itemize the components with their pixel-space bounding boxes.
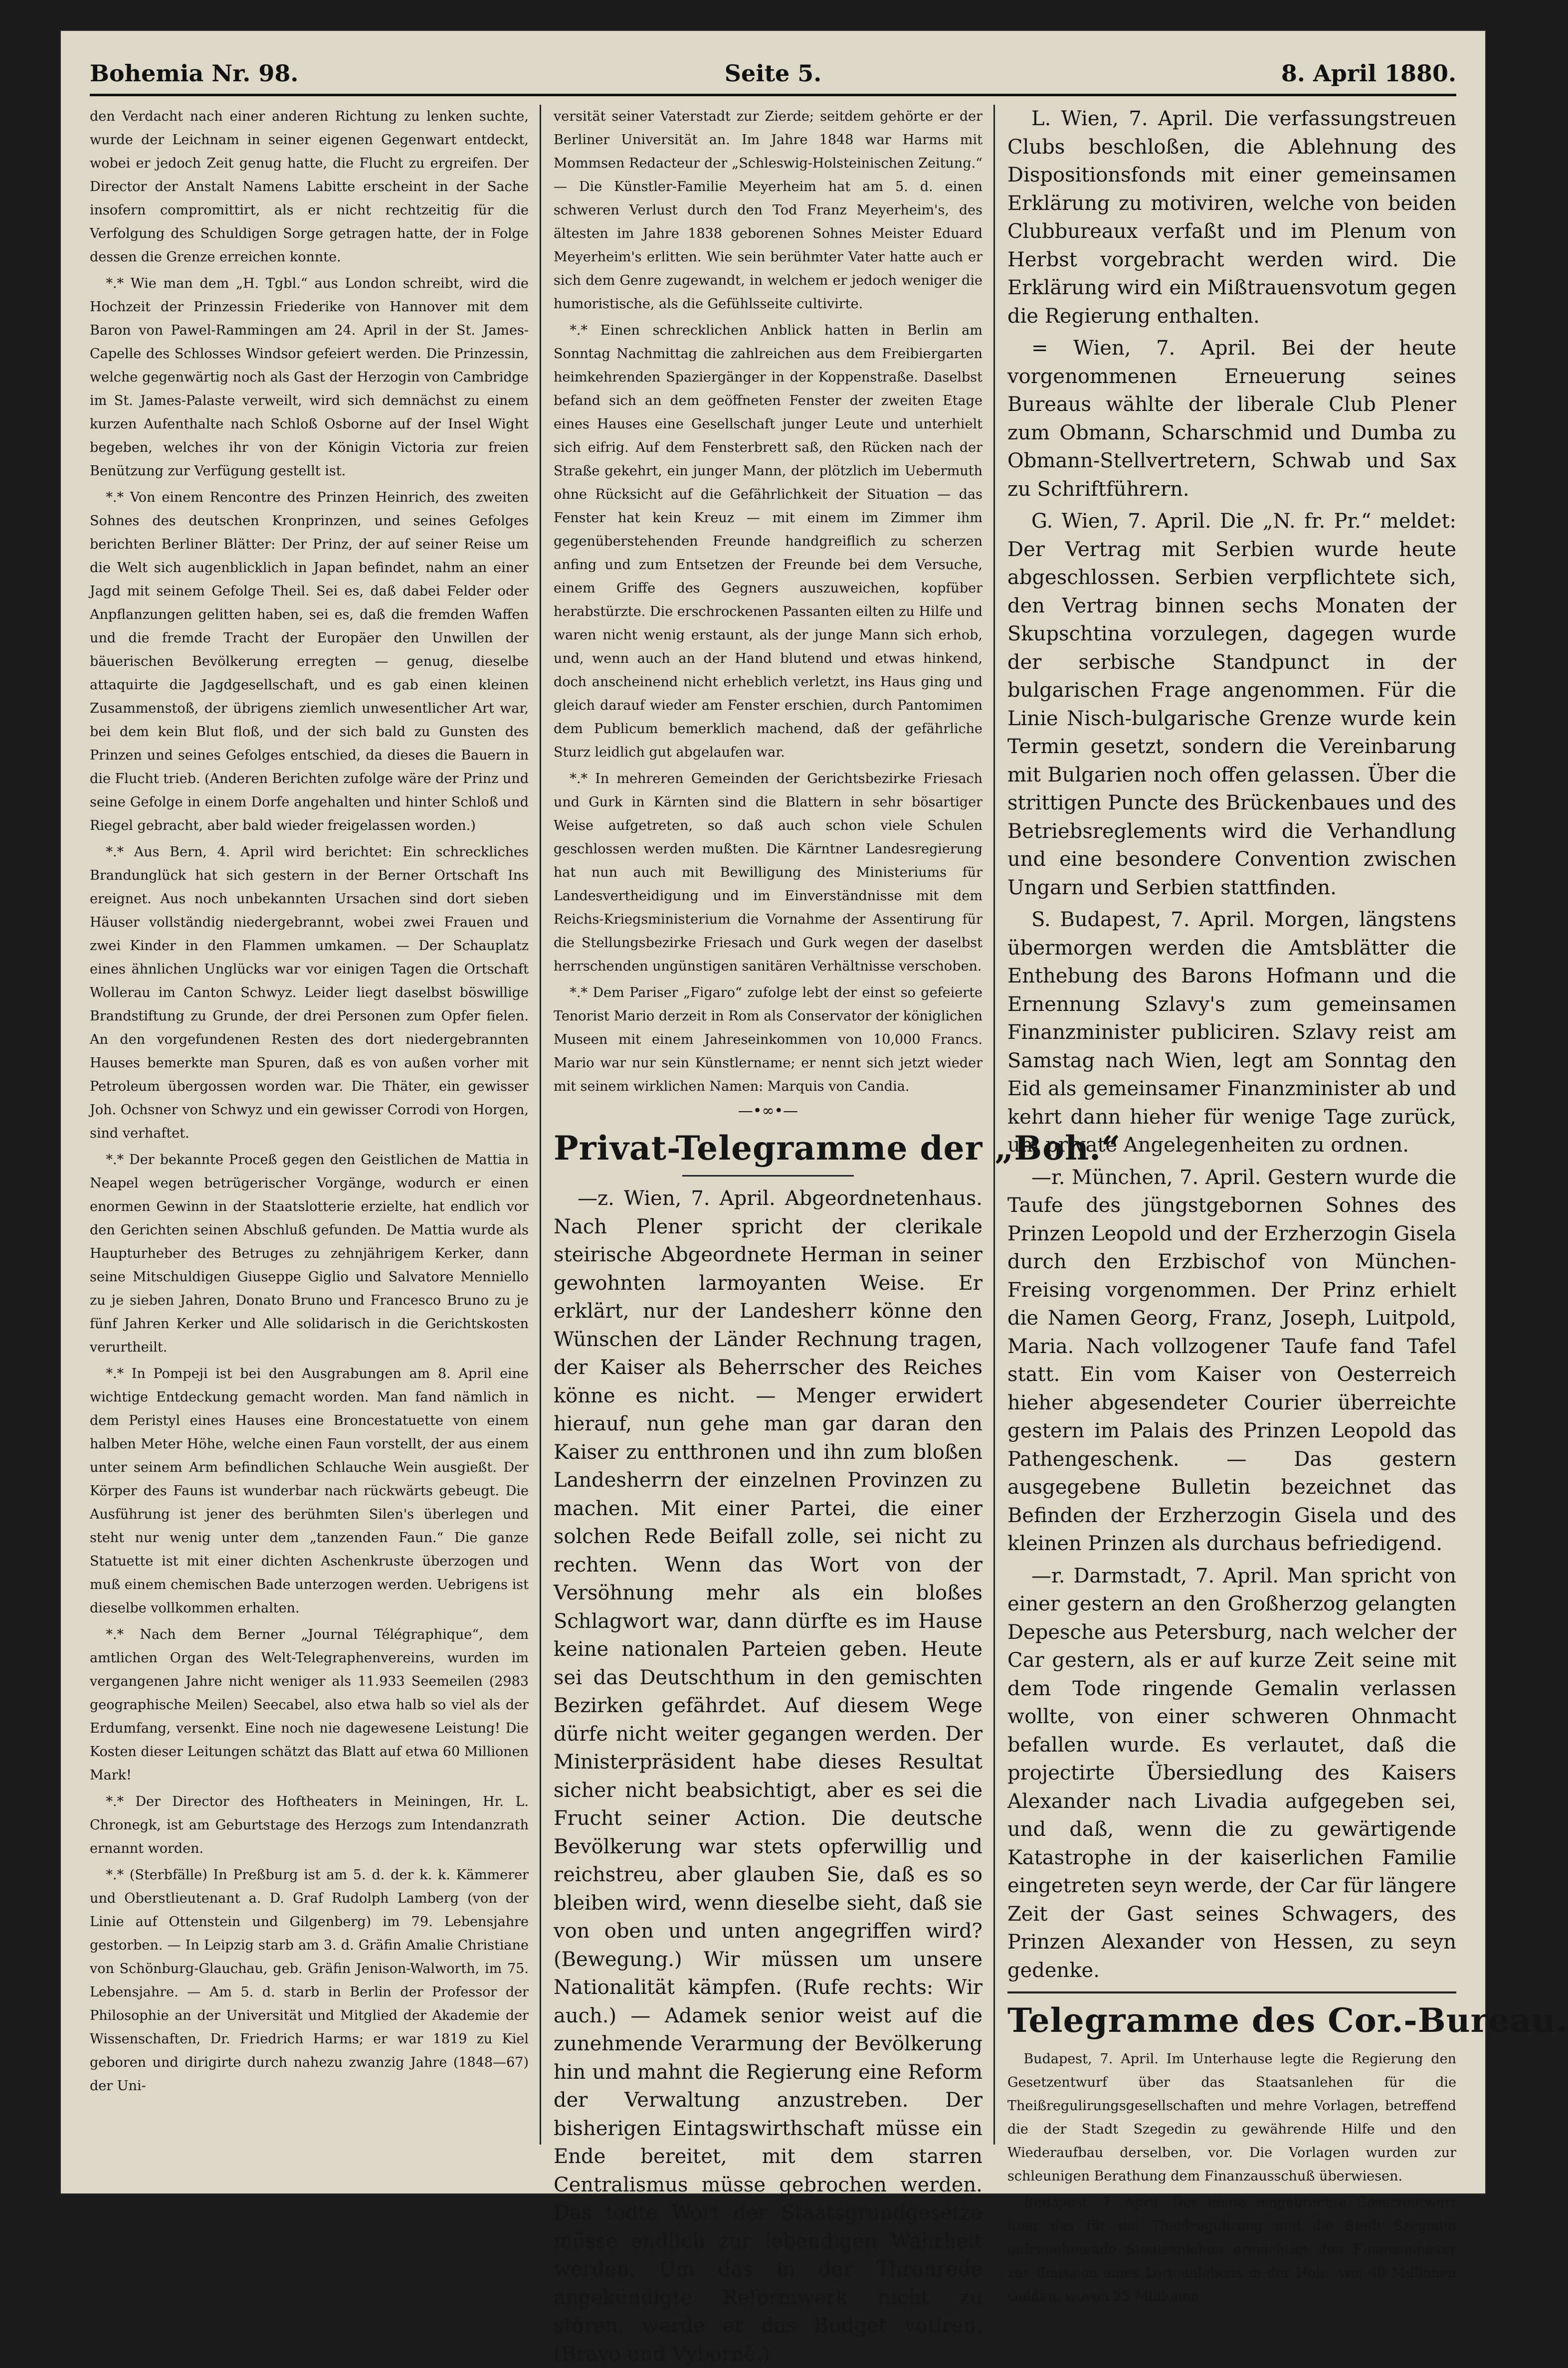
page-header (90, 50, 1456, 95)
article-paragraph: *.* Dem Pariser „Figaro“ zufolge lebt der einst so gefeierte Tenorist Mario derzeit in Rom als Conservator der königlichen Museen mit einem Jahreseinkommen von 10,000 Francs. Mario war nur sein Künstlername; er nennt sich jetzt wieder mit seinem wirklichen Namen: Marquis von Candia. (554, 985, 982, 1094)
article-paragraph: versität seiner Vaterstadt zur Zierde; seitdem gehörte er der Berliner Universität an. Im Jahre 1848 war Harms mit Mommsen Redacteur der „Schleswig-Holsteinischen Zeitung.“ — Die Künstler-Familie Meyerheim hat am 5. d. einen schweren Verlust durch den Tod Franz Meyerheim's, des ältesten im Jahre 1838 geborenen Sohnes Meister Eduard Meyerheim's erlitten. Wie sein berühmter Vater hatte auch er sich dem Genre zugewandt, in welchem er jedoch weniger die humoristische, als die Gefühlsseite cultivirte. (554, 109, 982, 312)
section-rule (1007, 1991, 1456, 1993)
article-paragraph: *.* Nach dem Berner „Journal Télégraphique“, dem amtlichen Organ des Welt-Telegraphenvereins, wurden im vergangenen Jahre nicht weniger als 11.933 Seemeilen (2983 geographische Meilen) Seecabel, also etwa halb so viel als der Erdumfang, versenkt. Eine noch nie dagewesene Leistung! Die Kosten dieser Leitungen schätzt das Blatt auf etwa 60 Millionen Mark! (90, 1627, 529, 1783)
article-paragraph: den Verdacht nach einer anderen Richtung zu lenken suchte, wurde der Leichnam in seiner eigenen Gegenwart entdeckt, wobei er jedoch Zeit genug hatte, die Flucht zu ergreifen. Der Director der Anstalt Namens Labitte erscheint in der Sache insofern compromittirt, als er nicht rechtzeitig für die Verfolgung des Schuldigen Sorge getragen hatte, der in Folge dessen die Grenze erreichen konnte. (90, 109, 529, 265)
telegram-paragraph: = Wien, 7. April. Bei der heute vorgenommenen Erneuerung seines Bureaus wählte der liberale Club Plener zum Obmann, Scharschmid und Dumba zu Obmann-Stellvertretern, Schwab und Sax zu Schriftführern. (1007, 337, 1456, 501)
article-paragraph: *.* In mehreren Gemeinden der Gerichtsbezirke Friesach und Gurk in Kärnten sind die Blattern in sehr bösartiger Weise aufgetreten, so daß auch schon viele Schulen geschlossen werden mußten. Die Kärntner Landesregierung hat nun auch mit Bewilligung des Ministeriums für Landesvertheidigung und im Einverständnisse mit dem Reichs-Kriegsministerium die Vornahme der Assentirung für die Stellungsbezirke Friesach und Gurk wegen der daselbst herrschenden ungünstigen sanitären Verhältnisse verschoben. (554, 771, 982, 974)
article-paragraph: *.* Von einem Rencontre des Prinzen Heinrich, des zweiten Sohnes des deutschen Kronprinzen, und seines Gefolges berichten Berliner Blätter: Der Prinz, der auf seiner Reise um die Welt sich augenblicklich in Japan befindet, nahm an einer Jagd mit seinem Gefolge Theil. Sei es, daß dabei Felder oder Anpflanzungen gelitten haben, sei es, daß die fremden Waffen und die fremde Tracht der Europäer den Unwillen der bäuerischen Bevölkerung erregten — genug, dieselbe attaquirte die Jagdgesellschaft, und es gab einen kleinen Zusammenstoß, der übrigens ziemlich unwesentlicher Art war, bei dem kein Blut floß, und der sich bald zu Gunsten des Prinzen und seines Gefolges entschied, da dieses die Bauern in die Flucht trieb. (Anderen Berichten zufolge wäre der Prinz und seine Gefolge in einem Dorfe angehalten und hinter Schloß und Riegel gebracht, aber bald wieder freigelassen worden.) (90, 490, 529, 833)
column-2 (554, 105, 1121, 2366)
article-paragraph: *.* (Sterbfälle) In Preßburg ist am 5. d. der k. k. Kämmerer und Oberstlieutenant a. D. Graf Rudolph Lamberg (von der Linie auf Ottenstein und Gilgenberg) im 79. Lebensjahre gestorben. — In Leipzig starb am 3. d. Gräfin Amalie Christiane von Schönburg-Glauchau, geb. Gräfin Jenison-Walworth, im 75. Lebensjahre. — Am 5. d. starb in Berlin der Professor der Philosophie an der Universität und Mitglied der Akademie der Wissenschaften, Dr. Friedrich Harms; er war 1819 zu Kiel geboren und dirigirte durch nahezu zwanzig Jahre (1848—67) der Uni- (90, 1867, 529, 2094)
telegram-paragraph: L. Wien, 7. April. Die verfassungstreuen Clubs beschloßen, die Ablehnung des Dispositionsfonds mit einer gemeinsamen Erklärung zu motiviren, welche von beiden Clubbureaux verfaßt und im Plenum von Herbst vorgebracht werden wird. Die Erklärung wird ein Mißtrauensvotum gegen die Regierung enthalten. (1007, 107, 1456, 328)
telegram-paragraph: —r. Darmstadt, 7. April. Man spricht von einer gestern an den Großherzog gelangten Depesche aus Petersburg, nach welcher der Car gestern, als er auf kurze Zeit seine mit dem Tode ringende Gemalin verlassen wollte, von einer schweren Ohnmacht befallen wurde. Es verlautet, daß die projectirte Übersiedlung des Kaisers Alexander nach Livadia aufgegeben sei, und daß, wenn die zu gewärtigende Katastrophe in der kaiserlichen Familie eingetreten seyn werde, der Car für längere Zeit der Gast seines Schwagers, des Prinzen Alexander von Hessen, zu seyn gedenke. (1007, 1564, 1456, 1982)
column-divider-1 (540, 105, 541, 2145)
section-rule (682, 1175, 854, 1177)
article-paragraph: *.* Der bekannte Proceß gegen den Geistlichen de Mattia in Neapel wegen betrügerischer Vorgänge, wodurch er einen enormen Gewinn in der Staatslotterie erzielte, hat endlich vor den Gerichten seinen Abschluß gefunden. De Mattia wurde als Haupturheber des Betruges zu zehnjährigem Kerker, dann seine Mitschuldigen Giuseppe Giglio und Salvatore Menniello zu je sieben Jahren, Donato Bruno und Francesco Bruno zu je fünf Jahren Kerker und Alle solidarisch in die Gerichtskosten verurtheilt. (90, 1152, 529, 1355)
masthead-issue: Bohemia Nr. 98. (90, 60, 299, 87)
article-paragraph: Budapest, 7. April. Im Unterhause legte die Regierung den Gesetzentwurf über das Staatsanlehen für die Theißregulirungsgesellschaften und mehre Vorlagen, betreffend die der Stadt Szegedin zu gewährende Hilfe und den Wiederaufbau derselben, vor. Die Vorlagen wurden zur schleunigen Berathung dem Finanzausschuß überwiesen. (1007, 2051, 1456, 2184)
column-1 (90, 105, 529, 2145)
newspaper-page (60, 30, 1568, 2366)
ornament-divider: —•∞•— (738, 1102, 798, 1120)
article-paragraph: *.* In Pompeji ist bei den Ausgrabungen am 8. April eine wichtige Entdeckung gemacht worden. Man fand nämlich in dem Peristyl eines Hauses eine Broncestatuette von einem halben Meter Höhe, welche einen Faun vorstellt, der aus einem unter seinem Arm befindlichen Schlauche Wein ausgießt. Der Körper des Fauns ist wunderbar nach rückwärts gebeugt. Die Ausführung ist jener des berühmten Silen's überlegen und steht nur wenig unter dem „tanzenden Faun.“ Die ganze Statuette ist mit einer dichten Aschenkruste überzogen und muß einem chemischen Bade unterzogen werden. Uebrigens ist dieselbe vollkommen erhalten. (90, 1366, 529, 1616)
column-divider-2 (993, 105, 995, 2145)
telegram-paragraph: S. Budapest, 7. April. Morgen, längstens übermorgen werden die Amtsblätter die Enthebung des Barons Hofmann und die Ernennung Szlavy's zum gemeinsamen Finanzminister publiciren. Szlavy reist am Samstag nach Wien, legt am Sonntag den Eid als gemeinsamer Finanzminister ab und kehrt dann hieher für wenige Tage zurück, um private Angelegenheiten zu ordnen. (1007, 908, 1456, 1157)
column-3 (1007, 105, 1568, 2304)
article-paragraph: Budapest, 7. April. Der heute eingebrachte Gesetzentwurf über das für die Theißregulirung und die Stadt Szegedin aufzunehmende Staatsanlehen ermächtigt den Finanzminister zur Emission eines Lottoanlehens in der Höhe von 40 Millionen Gulden, wovon 25 Millionen (1007, 2195, 1456, 2304)
telegram-paragraph: —r. München, 7. April. Gestern wurde die Taufe des jüngstgebornen Sohnes des Prinzen Leopold und der Erzherzogin Gisela durch den Erzbischof von München-Freising vorgenommen. Der Prinz erhielt die Namen Georg, Franz, Joseph, Luitpold, Maria. Nach vollzogener Taufe fand Tafel statt. Ein vom Kaiser von Oesterreich hieher abgesendeter Courier überreichte gestern im Palais des Prinzen Leopold das Pathengeschenk. — Das gestern ausgegebene Bulletin bezeichnet das Befinden der Erzherzogin Gisela und des kleinen Prinzen als durchaus befriedigend. (1007, 1166, 1456, 1555)
section-heading-cor-bureau: Telegramme des Cor.-Bureau. (1007, 2001, 1568, 2040)
issue-date: 8. April 1880. (1281, 60, 1456, 87)
article-paragraph: *.* Aus Bern, 4. April wird berichtet: Ein schreckliches Brandunglück hat sich gestern in der Berner Ortschaft Ins ereignet. Aus noch unbekannten Ursachen sind dort sieben Häuser vollständig niedergebrannt, wobei zwei Frauen und zwei Kinder in den Flammen umkamen. — Der Schauplatz eines ähnlichen Unglücks war vor einigen Tagen die Ortschaft Wollerau im Canton Schwyz. Leider liegt daselbst böswillige Brandstiftung zu Grunde, der drei Personen zum Opfer fielen. An den vorgefundenen Resten des dort niedergebrannten Hauses bemerkte man Spuren, daß es von außen vorher mit Petroleum übergossen worden war. Die Thäter, ein gewisser Joh. Ochsner von Schwyz und ein gewisser Corrodi von Horgen, sind verhaftet. (90, 844, 529, 1141)
article-paragraph: *.* Wie man dem „H. Tgbl.“ aus London schreibt, wird die Hochzeit der Prinzessin Friederike von Hannover mit dem Baron von Pawel-Rammingen am 24. April in der St. James-Capelle des Schlosses Windsor gefeiert werden. Die Prinzessin, welche gegenwärtig noch als Gast der Herzogin von Cambridge im St. James-Palaste verweilt, wird sich demnächst zu einem kurzen Aufenthalte nach Schloß Osborne auf der Insel Wight begeben, welches ihr von der Königin Victoria zur freien Benützung zur Verfügung gestellt ist. (90, 276, 529, 479)
telegram-paragraph: G. Wien, 7. April. Die „N. fr. Pr.“ meldet: Der Vertrag mit Serbien wurde heute abgeschlossen. Serbien verpflichtete sich, den Vertrag binnen sechs Monaten der Skupschtina vorzulegen, dagegen wurde der serbische Standpunct in der bulgarischen Frage angenommen. Für die Linie Nisch-bulgarische Grenze wurde kein Termin gesetzt, sondern die Vereinbarung mit Bulgarien noch offen gelassen. Über die strittigen Puncte des Brückenbaues und des Betriebsreglements wird die Verhandlung und eine besondere Convention zwischen Ungarn und Serbien stattfinden. (1007, 510, 1456, 899)
article-paragraph: *.* Einen schrecklichen Anblick hatten in Berlin am Sonntag Nachmittag die zahlreichen aus dem Freibiergarten heimkehrenden Spaziergänger in der Koppenstraße. Daselbst befand sich an dem geöffneten Fenster der zweiten Etage eines Hauses eine Gesellschaft junger Leute und unterhielt sich eifrig. Auf dem Fensterbrett saß, den Rücken nach der Straße gekehrt, ein junger Mann, der plötzlich im Uebermuth ohne Rücksicht auf die Gefährlichkeit der Situation — das Fenster hat kein Kreuz — mit einem im Zimmer ihm gegenüberstehenden Freunde handgreiflich zu scherzen anfing und zum Entsetzen der Freunde bei dem Versuche, einem Griffe des Gegners auszuweichen, kopfüber herabstürzte. Die erschrockenen Passanten eilten zu Hilfe und waren nicht wenig erstaunt, als der junge Mann sich erhob, und, wenn auch an der Hand blutend und etwas hinkend, doch anscheinend nicht erheblich verletzt, ins Haus ging und gleich darauf wieder am Fenster erschien, durch Pantomimen dem Publicum bemerklich machend, daß der gefährliche Sturz leidlich gut abgelaufen war. (554, 323, 982, 760)
header-rule (90, 94, 1456, 96)
page-number: Seite 5. (724, 60, 822, 87)
article-paragraph: *.* Der Director des Hoftheaters in Meiningen, Hr. L. Chronegk, ist am Geburtstage des Herzogs zum Intendanzrath ernannt worden. (90, 1794, 529, 1856)
telegram-paragraph: —z. Wien, 7. April. Abgeordnetenhaus. Nach Plener spricht der clerikale steirische Abgeordnete Herman in seiner gewohnten larmoyanten Weise. Er erklärt, nur der Landesherr könne den Wünschen der Länder Rechnung tragen, der Kaiser als Beherrscher des Reiches könne es nicht. — Menger erwidert hierauf, nun gehe man gar daran den Kaiser zu entthronen und ihn zum bloßen Landesherrn der einzelnen Provinzen zu machen. Mit einer Partei, die einer solchen Rede Beifall zolle, sei nicht zu rechten. Wenn das Wort von der Versöhnung mehr als ein bloßes Schlagwort war, dann dürfte es im Hause keine nationalen Parteien geben. Heute sei das Deutschthum in den gemischten Bezirken gefährdet. Auf diesem Wege dürfe nicht weiter gegangen werden. Der Ministerpräsident habe dieses Resultat sicher nicht beabsichtigt, aber es sei die Frucht seiner Action. Die deutsche Bevölkerung war stets opferwillig und reichstreu, aber glauben Sie, daß es so bleiben wird, wenn dieselbe sieht, daß sie von oben und unten angegriffen wird? (Bewegung.) Wir müssen um unsere Nationalität kämpfen. (Rufe rechts: Wir auch.) — Adamek senior weist auf die zunehmende Verarmung der Bevölkerung hin und mahnt die Regierung eine Reform der Verwaltung anzustreben. Der bisherigen Eintagswirthschaft müsse ein Ende bereitet, mit dem starren Centralismus müsse gebrochen werden. Das todte Wort der Staatsgrundgesetze müsse endlich zur lebendigen Wahrheit werden. Um das in der Thronrede angekündigte Reformwerk nicht zu stören, werde er das Budget votiren. (Bravo und Vyborně.) (554, 1187, 982, 2366)
section-heading-private-telegrams: Privat-Telegramme der „Boh.“ (554, 1129, 1121, 1168)
